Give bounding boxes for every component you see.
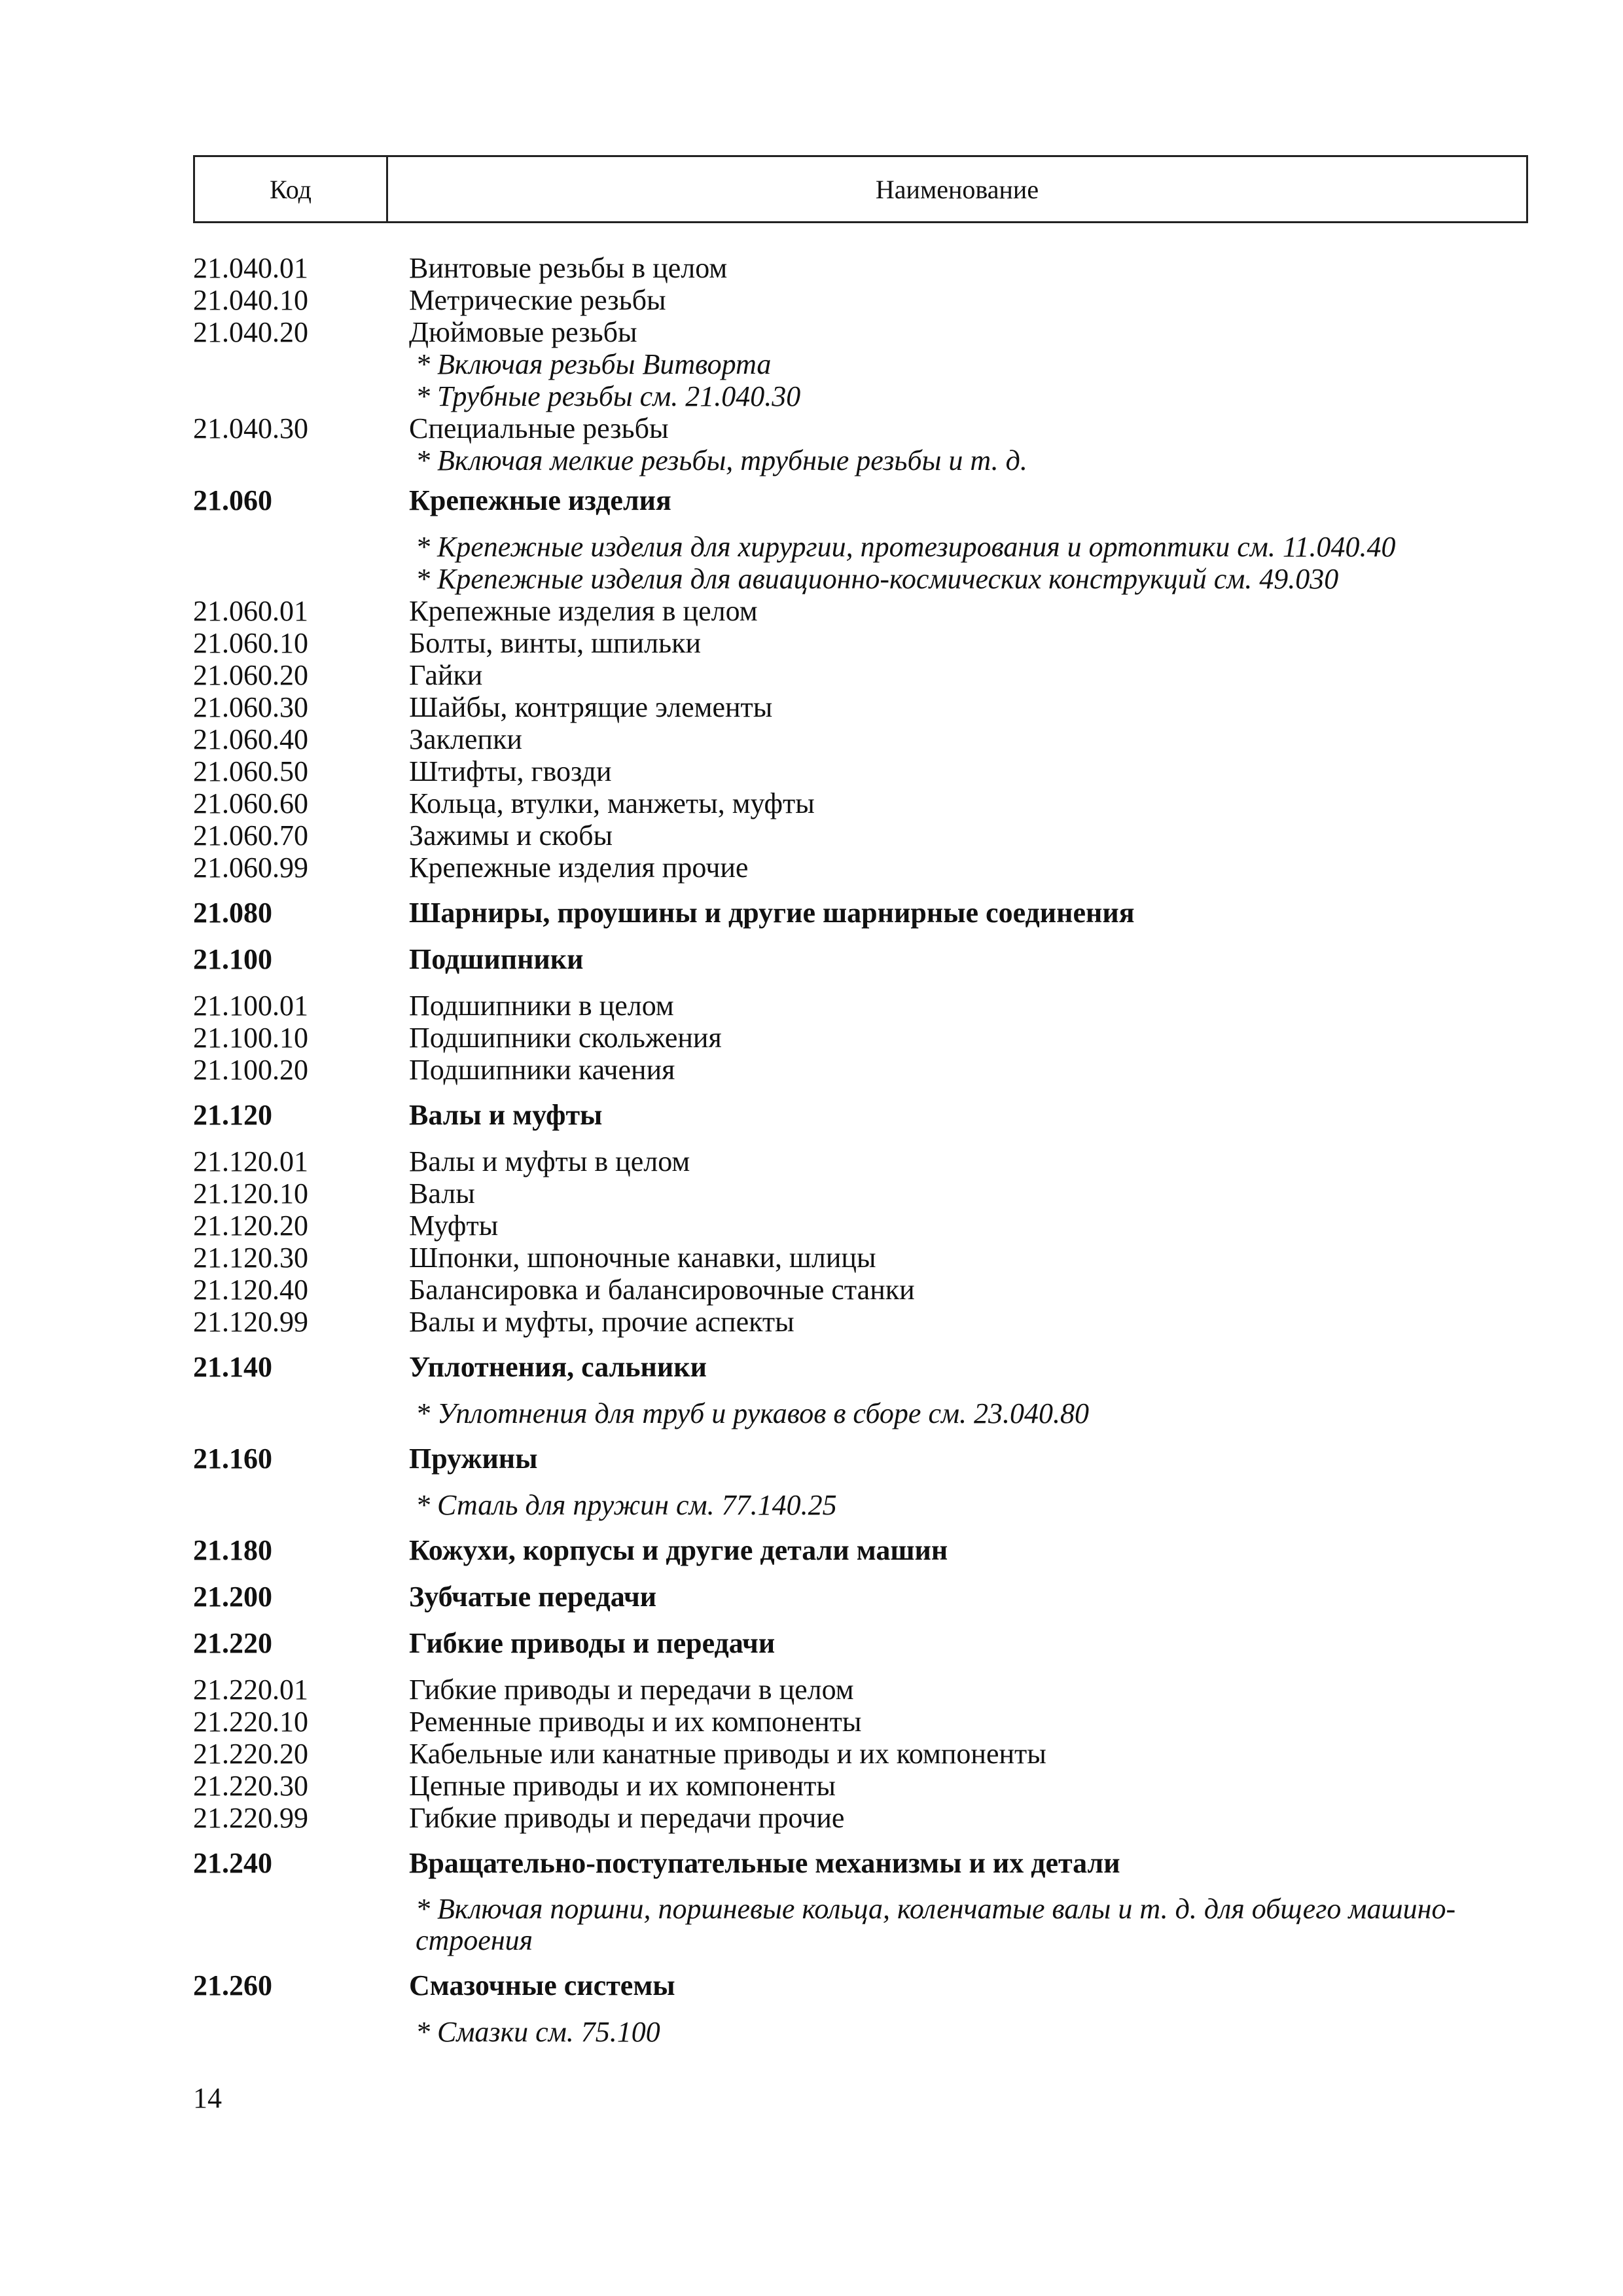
item-note: * Трубные резьбы см. 21.040.30 [416,380,801,412]
item-code: 21.220.01 [193,1674,308,1706]
item-code: 21.220.20 [193,1738,308,1770]
note-item [193,348,1528,380]
list-item [193,627,1528,659]
item-code: 21.120.40 [193,1274,308,1306]
section-title: Подшипники [409,943,584,975]
list-item [193,1274,1528,1306]
item-title: Специальные резьбы [409,412,669,444]
section-code: 21.120 [193,1099,272,1131]
item-code [193,1489,409,1521]
list-item [193,252,1528,284]
item-code [193,2016,409,2048]
list-item [193,990,1528,1022]
list-item [193,1802,1528,1834]
section-heading [193,897,1528,929]
item-code [193,1397,409,1429]
item-title: Крепежные изделия в целом [409,595,758,627]
item-title: Подшипники скольжения [409,1022,722,1054]
item-note: * Смазки см. 75.100 [416,2016,660,2048]
item-title: Шпонки, шпоночные канавки, шлицы [409,1242,876,1274]
item-code [193,380,409,412]
section-code: 21.080 [193,897,272,929]
item-code: 21.060.20 [193,659,308,691]
note-item [193,2016,1528,2048]
item-title: Подшипники в целом [409,990,674,1022]
section-title: Уплотнения, сальники [409,1351,707,1383]
list-item [193,1054,1528,1086]
item-code: 21.100.20 [193,1054,308,1086]
item-code: 21.100.01 [193,990,308,1022]
name-column-header: Наименование [875,174,1039,204]
list-item [193,787,1528,819]
list-item [193,316,1528,348]
item-code: 21.060.01 [193,595,308,627]
list-item [193,819,1528,852]
item-title: Подшипники качения [409,1054,675,1086]
section-heading [193,943,1528,975]
list-item [193,691,1528,723]
item-code: 21.060.60 [193,787,308,819]
section-code: 21.100 [193,943,272,975]
section-code: 21.160 [193,1443,272,1475]
list-item [193,755,1528,787]
item-note: * Включая поршни, поршневые кольца, коленчатые валы и т. д. для общего машино-строения [416,1893,1456,1956]
item-code: 21.060.10 [193,627,308,659]
list-item [193,412,1528,444]
item-note: * Крепежные изделия для авиационно-космических конструкций см. 49.030 [416,563,1339,595]
list-item [193,284,1528,316]
section-heading [193,1099,1528,1131]
list-item [193,595,1528,627]
code-column-header: Код [195,157,388,221]
item-code: 21.060.50 [193,755,308,787]
note-item [193,1489,1528,1521]
item-code: 21.120.01 [193,1145,308,1177]
note-item [193,1893,1528,1956]
section-title: Гибкие приводы и передачи [409,1627,776,1659]
section-heading [193,1627,1528,1659]
section-heading [193,1847,1528,1879]
section-title: Кожухи, корпусы и другие детали машин [409,1534,948,1566]
item-title: Дюймовые резьбы [409,316,637,348]
section-heading [193,1351,1528,1383]
item-title: Зажимы и скобы [409,819,613,852]
list-item [193,852,1528,884]
item-code [193,531,409,563]
item-note: * Сталь для пружин см. 77.140.25 [416,1489,837,1521]
section-heading [193,1969,1528,2001]
item-title: Кабельные или канатные приводы и их компоненты [409,1738,1046,1770]
list-item [193,1210,1528,1242]
section-code: 21.240 [193,1847,272,1879]
section-title: Валы и муфты [409,1099,603,1131]
list-item [193,1242,1528,1274]
item-note: * Крепежные изделия для хирургии, протезирования и ортоптики см. 11.040.40 [416,531,1396,563]
item-title: Валы [409,1177,475,1210]
item-title: Валы и муфты в целом [409,1145,690,1177]
item-code [193,444,409,476]
item-title: Балансировка и балансировочные станки [409,1274,915,1306]
table-header [193,155,1528,223]
note-item [193,380,1528,412]
section-title: Пружины [409,1443,538,1475]
item-code: 21.060.70 [193,819,308,852]
item-title: Винтовые резьбы в целом [409,252,728,284]
item-title: Болты, винты, шпильки [409,627,702,659]
section-heading [193,1534,1528,1566]
section-code: 21.260 [193,1969,272,2001]
list-item [193,1177,1528,1210]
item-code: 21.100.10 [193,1022,308,1054]
item-code: 21.220.99 [193,1802,308,1834]
section-code: 21.180 [193,1534,272,1566]
list-item [193,1770,1528,1802]
item-title: Гибкие приводы и передачи прочие [409,1802,845,1834]
item-code: 21.040.30 [193,412,308,444]
section-heading [193,1581,1528,1613]
item-title: Штифты, гвозди [409,755,612,787]
item-code: 21.220.10 [193,1706,308,1738]
item-code: 21.060.99 [193,852,308,884]
section-title: Шарниры, проушины и другие шарнирные соединения [409,897,1135,929]
item-title: Заклепки [409,723,522,755]
item-note: * Включая резьбы Витворта [416,348,772,380]
section-code: 21.220 [193,1627,272,1659]
page-number: 14 [193,2082,222,2114]
section-heading [193,1443,1528,1475]
note-item [193,531,1528,563]
list-item [193,1145,1528,1177]
section-title: Смазочные системы [409,1969,675,2001]
section-title: Вращательно-поступательные механизмы и их детали [409,1847,1120,1879]
note-item [193,563,1528,595]
item-title: Валы и муфты, прочие аспекты [409,1306,794,1338]
item-note: * Включая мелкие резьбы, трубные резьбы и т. д. [416,444,1027,476]
item-code: 21.120.10 [193,1177,308,1210]
item-code: 21.040.01 [193,252,308,284]
item-title: Гайки [409,659,483,691]
list-item [193,723,1528,755]
item-code: 21.220.30 [193,1770,308,1802]
list-item [193,1706,1528,1738]
item-code: 21.040.20 [193,316,308,348]
item-code: 21.060.40 [193,723,308,755]
item-title: Метрические резьбы [409,284,666,316]
item-code: 21.120.20 [193,1210,308,1242]
list-item [193,1022,1528,1054]
section-title: Зубчатые передачи [409,1581,657,1613]
section-title: Крепежные изделия [409,484,671,516]
item-title: Ременные приводы и их компоненты [409,1706,862,1738]
item-code [193,563,409,595]
list-item [193,1306,1528,1338]
item-code: 21.060.30 [193,691,308,723]
section-code: 21.060 [193,484,272,516]
list-item [193,1674,1528,1706]
item-title: Цепные приводы и их компоненты [409,1770,836,1802]
item-title: Гибкие приводы и передачи в целом [409,1674,854,1706]
item-title: Кольца, втулки, манжеты, муфты [409,787,815,819]
item-code: 21.120.30 [193,1242,308,1274]
item-title: Муфты [409,1210,499,1242]
section-heading [193,484,1528,516]
section-code: 21.200 [193,1581,272,1613]
item-code [193,1893,409,1956]
section-code: 21.140 [193,1351,272,1383]
note-item [193,1397,1528,1429]
item-title: Крепежные изделия прочие [409,852,749,884]
item-title: Шайбы, контрящие элементы [409,691,773,723]
item-code: 21.040.10 [193,284,308,316]
classification-list [193,252,1528,2048]
list-item [193,1738,1528,1770]
item-note: * Уплотнения для труб и рукавов в сборе см. 23.040.80 [416,1397,1090,1429]
item-code: 21.120.99 [193,1306,308,1338]
list-item [193,659,1528,691]
note-item [193,444,1528,476]
item-code [193,348,409,380]
